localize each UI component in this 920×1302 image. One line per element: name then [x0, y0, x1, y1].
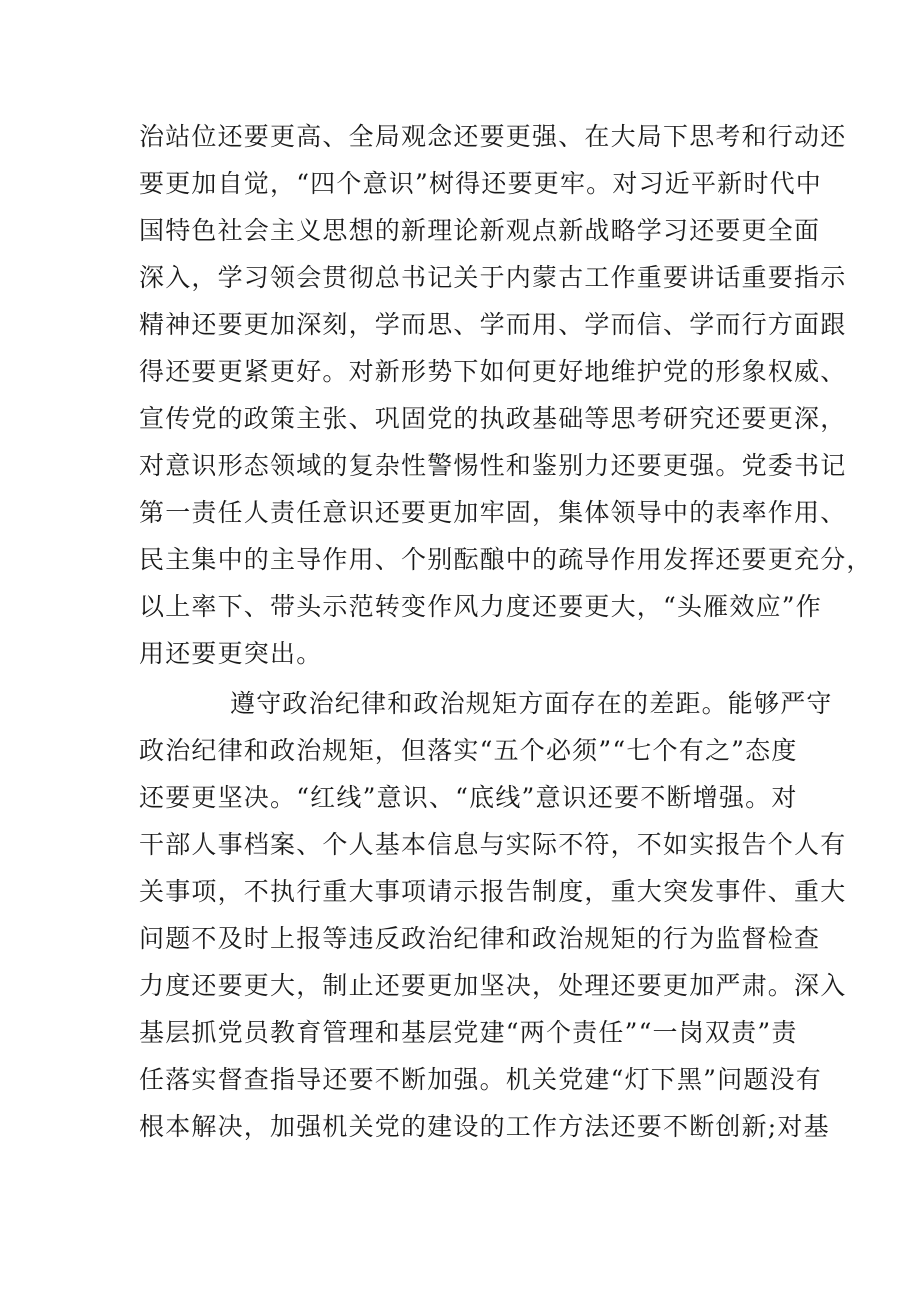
paragraph-line: 第一责任人责任意识还要更加牢固，集体领导中的表率作用、 — [139, 498, 847, 527]
paragraph-line: 民主集中的主导作用、个别酝酿中的疏导作用发挥还要更充分， — [139, 545, 873, 574]
paragraph-line: 深入，学习领会贯彻总书记关于内蒙古工作重要讲话重要指示 — [139, 263, 847, 292]
paragraph-line: 以上率下、带头示范转变作风力度还要更大，“头雁效应”作 — [139, 592, 822, 621]
paragraph-line: 要更加自觉，“四个意识”树得还要更牢。对习近平新时代中 — [139, 169, 822, 198]
paragraph-line: 问题不及时上报等违反政治纪律和政治规矩的行为监督检查 — [139, 924, 821, 953]
paragraph-line: 精神还要更加深刻，学而思、学而用、学而信、学而行方面跟 — [139, 310, 847, 339]
paragraph-line: 任落实督查指导还要不断加强。机关党建“灯下黑”问题没有 — [139, 1065, 822, 1094]
paragraph-line: 对意识形态领域的复杂性警惕性和鉴别力还要更强。党委书记 — [139, 451, 847, 480]
paragraph-line: 政治纪律和政治规矩，但落实“五个必须”“七个有之”态度 — [139, 736, 798, 765]
paragraph-line: 基层抓党员教育管理和基层党建“两个责任”“一岗双责”责 — [139, 1018, 798, 1047]
paragraph-line: 得还要更紧更好。对新形势下如何更好地维护党的形象权威、 — [139, 357, 847, 386]
paragraph-line: 根本解决，加强机关党的建设的工作方法还要不断创新;对基 — [139, 1112, 830, 1141]
paragraph-line: 干部人事档案、个人基本信息与实际不符，不如实报告个人有 — [139, 830, 847, 859]
paragraph-line: 还要更坚决。“红线”意识、“底线”意识还要不断增强。对 — [139, 783, 798, 812]
paragraph-line: 治站位还要更高、全局观念还要更强、在大局下思考和行动还 — [139, 122, 847, 151]
paragraph-line: 用还要更突出。 — [139, 639, 323, 668]
paragraph-line: 宣传党的政策主张、巩固党的执政基础等思考研究还要更深， — [139, 404, 847, 433]
paragraph-line: 国特色社会主义思想的新理论新观点新战略学习还要更全面 — [139, 216, 821, 245]
paragraph-line: 力度还要更大，制止还要更加坚决，处理还要更加严肃。深入 — [139, 971, 847, 1000]
paragraph-line: 关事项，不执行重大事项请示报告制度，重大突发事件、重大 — [139, 877, 847, 906]
paragraph-line: 遵守政治纪律和政治规矩方面存在的差距。能够严守 — [230, 689, 833, 718]
